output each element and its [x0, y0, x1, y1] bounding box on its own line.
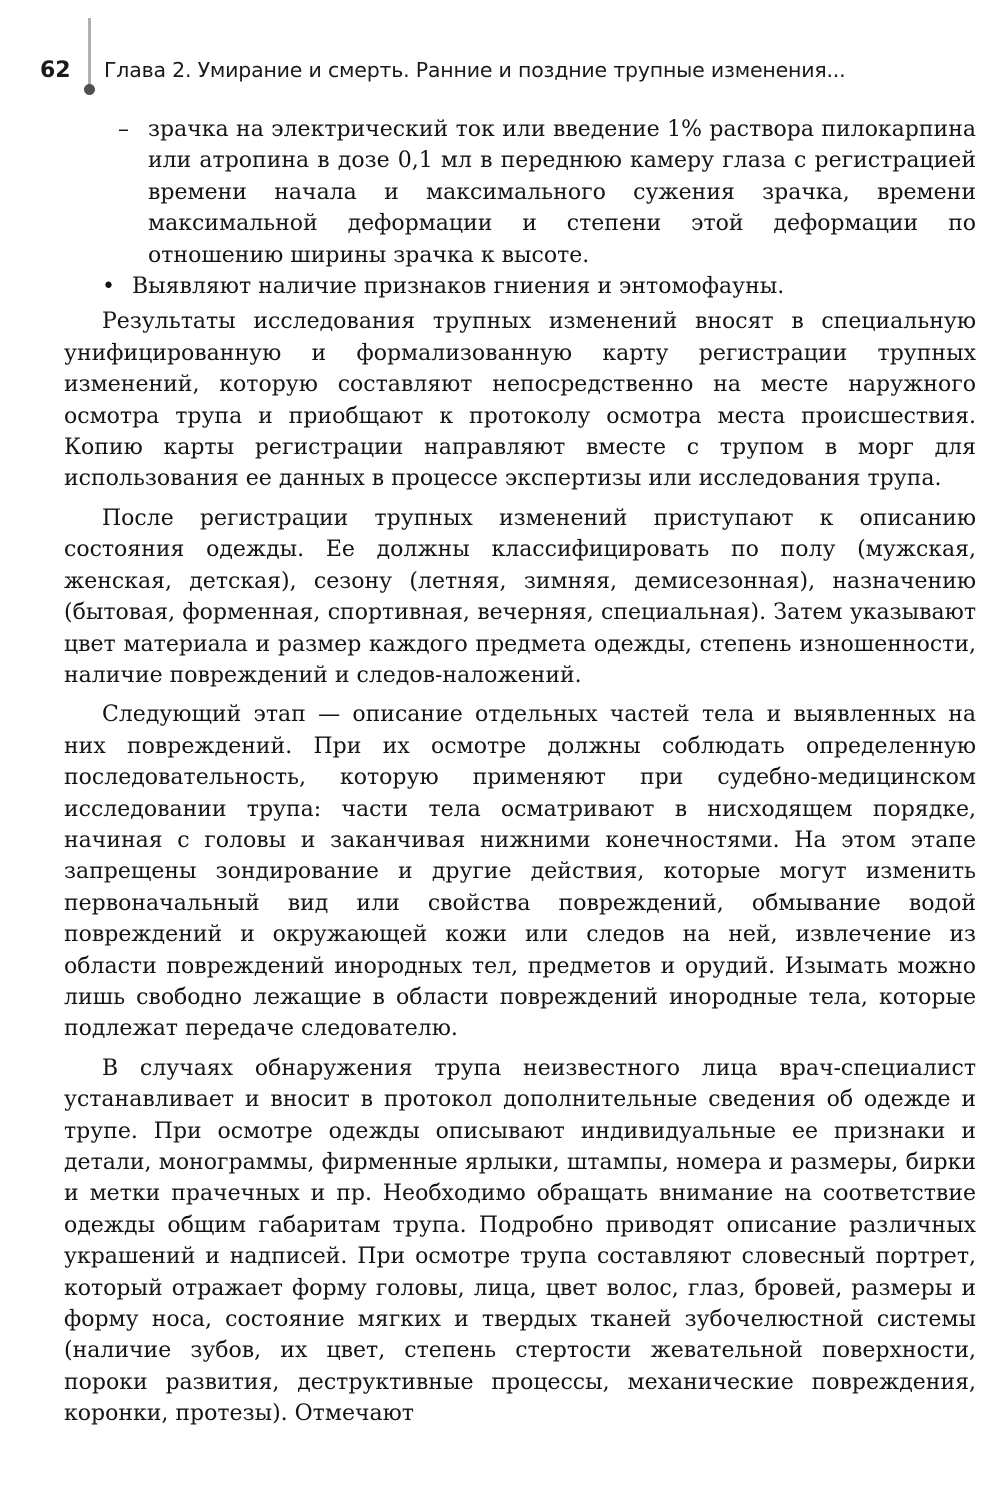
- dash-item-text: зрачка на электрический ток или введение 1% раствора пилокарпина или атропина в дозе 0,1 мл в переднюю камеру глаза с регистрацией времени начала и максимального сужения зрачка, времени максимальной деформации и степени этой деформации по отношению ширины зрачка к высоте.: [148, 117, 976, 268]
- bullet-list-item: [64, 271, 976, 302]
- bullet-icon: •: [102, 274, 115, 300]
- header-dot-icon: [84, 84, 95, 95]
- paragraph-clothing: После регистрации трупных изменений приступают к описанию состояния одежды. Ее должны классифицировать по полу (мужская, женская, детская), сезону (летняя, зимняя, демисезонная), назначению (бытовая, форменная, спортивная, вечерняя, специальная). Затем указывают цвет материала и размер каждого предмета одежды, степень изношенности, наличие повреждений и следов-наложений.: [64, 505, 976, 688]
- paragraph-unknown-person: В случаях обнаружения трупа неизвестного лица врач-специалист устанавливает и вносит в протокол дополнительные сведения об одежде и трупе. При осмотре одежды описывают индивидуальные ее признаки и детали, монограммы, фирменные ярлыки, штампы, номера и размеры, бирки и метки прачечных и пр. Необходимо обращать внимание на соответствие одежды общим габаритам трупа. Подробно приводят описание различных украшений и надписей. При осмотре трупа составляют словесный портрет, который отражает форму головы, лица, цвет волос, глаз, бровей, размеры и форму носа, состояние мягких и твердых тканей зубочелюстной системы (наличие зубов, их цвет, степень стертости жевательной поверхности, пороки развития, деструктивные процессы, механические повреждения, коронки, протезы). Отмечают: [64, 1055, 976, 1427]
- paragraph-autopsy-card: Результаты исследования трупных изменений вносят в специальную унифицированную и формализованную карту регистрации трупных изменений, которую составляют непосредственно на месте наружного осмотра трупа и приобщают к протоколу осмотра места происшествия. Копию карты регистрации направляют вместе с трупом в морг для использования ее данных в процессе экспертизы или исследования трупа.: [64, 309, 976, 492]
- paragraph-body-parts: Следующий этап — описание отдельных частей тела и выявленных на них повреждений. При их осмотре должны соблюдать определенную последовательность, которую применяют при судебно-медицинском исследовании трупа: части тела осматривают в нисходящем порядке, начиная с головы и заканчивая нижними конечностями. На этом этапе запрещены зондирование и другие действия, которые могут изменить первоначальный вид или свойства повреждений, обмывание водой повреждений и окружающей кожи или следов на ней, извлечение из области повреждений инородных тел, предметов и орудий. Изымать можно лишь свободно лежащие в области повреждений инородные тела, которые подлежат передаче следователю.: [64, 702, 976, 1042]
- chapter-title: Глава 2. Умирание и смерть. Ранние и поздние трупные изменения...: [104, 58, 846, 82]
- header-vertical-rule: [88, 18, 91, 88]
- dash-list-item: [64, 114, 976, 271]
- bullet-item-text: Выявляют наличие признаков гниения и энтомофауны.: [132, 274, 785, 300]
- running-header: [40, 48, 972, 94]
- page-number: 62: [40, 58, 71, 83]
- dash-icon: –: [118, 117, 129, 142]
- page-body: [64, 114, 976, 1430]
